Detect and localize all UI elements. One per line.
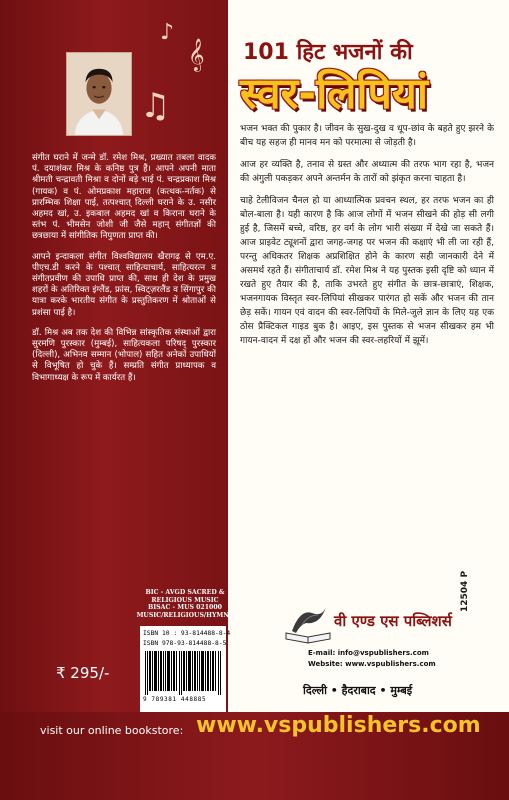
book-description xyxy=(240,122,494,356)
publisher-website[interactable]: Website: www.vspublishers.com xyxy=(308,660,436,668)
description-paragraph: आज हर व्यक्ति है, तनाव से ग्रस्त और अध्यात्म की तरफ भाग रहा है, भजन की अंगुली पकड़कर अपने अन्तर्मन के तारों को झंकृत करना चाहता है। xyxy=(240,160,494,184)
price: ₹ 295/- xyxy=(56,664,110,682)
bisac-line: BIC - AVGD SACRED & xyxy=(145,589,225,596)
bio-paragraph: आपने इन्दाकला संगीत विश्वविद्यालय खैरागढ़ से एम.ए. पीएच.डी करने के पश्चात् साहित्याचार्य, साहित्यरत्न व संगीतप्रवीण की उपाधि प्राप्त की, साथ ही देश के प्रमुख शहरों के अतिरिक्त इंग्लैंड, फ्रांस, स्विट्ज़रलैंड व सिंगापुर की यात्रा करके भारतीय संगीत के प्रस्तुतिकरण में श्रोताओं से प्रशंसा पाई है। xyxy=(32,251,216,318)
bisac-line: RELIGIOUS MUSIC xyxy=(151,596,219,604)
barcode-box xyxy=(140,626,231,712)
publisher-contact xyxy=(308,648,436,670)
description-paragraph: चाहे टेलीविजन चैनल हो या आध्यात्मिक प्रवचन स्थल, हर तरफ भजन का ही बोल-बाला है। यही कारण है कि आज लोगों में भजन सीखने की होड़ सी लगी हुई है, जिसमें बच्चे, वरिष्ठ, हर वर्ग के लोग भारी संख्या में देखे जा सकते हैं। आज प्राइवेट ट्यूशनों द्वारा जगह-जगह पर भजन की कक्षाएं भी ली जा रही हैं, परन्तु अधिकतर शिक्षक अप्रशिक्षित होने के कारण सही जानकारी देने में असमर्थ रहते हैं। संगीताचार्य डॉ. रमेश मिश्र ने यह पुस्तक इसी दृष्टि को ध्यान में रखते हुए तैयार की है, ताकि उभरते हुए संगीत के छात्र-छात्राएं, शिक्षक, भजनगायक विस्तृत स्वर-लिपियां सीखकर पारंगत हो सकें और भजन की तान छेड़ सकें। गायन एवं वादन की स्वर-लिपियों के मिले-जुले ज्ञान के लिए यह एक ठोस प्रैक्टिकल गाइड बुक है। आइए, इस पुस्तक से भजन सीखकर हम भी गायन-वादन में दक्ष हों और भजन की स्वर-लहरियों में झूमें। xyxy=(240,196,494,346)
publisher-logo-icon xyxy=(282,603,334,647)
bio-paragraph: संगीत घराने में जन्मे डॉ. रमेश मिश्र, प्रख्यात तबला वादक पं. दयाशंकर मिश्र के कनिष्ठ पुत्र हैं। आपने अपनी माता श्रीमती चन्द्रावती मिश्रा व दोनों बड़े भाई पं. चन्द्रप्रकाश मिश्र (गायक) व पं. ओमप्रकाश महाराज (कत्थक-नर्तक) से प्रारम्भिक शिक्षा पाई, तत्पश्चात् दिल्ली घराने के उ. नसीर अहमद खां, उ. इकबाल अहमद खां व किराना घराने के स्तंभ पं. भीमसेन जोशी जी जैसे महान् संगीतज्ञों की छत्रछाया में सांगीतिक निपुणता प्राप्त की। xyxy=(32,153,216,242)
author-bio xyxy=(32,153,216,393)
publisher-email[interactable]: E-mail: info@vspublishers.com xyxy=(308,649,429,657)
bisac-codes xyxy=(130,589,240,619)
book-title-line2: स्वर-लिपियां xyxy=(240,69,428,119)
bisac-line: MUSIC/RELIGIOUS/HYMNS xyxy=(136,611,234,619)
music-note-icon: ♪ xyxy=(160,20,175,45)
catalog-code: 12504 P xyxy=(460,570,470,612)
music-note-icon: ♫ xyxy=(140,86,171,126)
isbn-13: ISBN 978-93-814488-8-5 xyxy=(143,640,227,647)
author-photo xyxy=(66,52,132,136)
visit-label: visit our online bookstore: xyxy=(40,724,184,737)
publisher-name: वी एण्ड एस पब्लिशर्स xyxy=(334,612,452,630)
barcode-digits: 9 789381 448885 xyxy=(143,696,207,703)
bio-paragraph: डॉ. मिश्र अब तक देश की विभिन्न सांस्कृतिक संस्थाओं द्वारा सुरमणि पुरस्कार (मुम्बई), साहित्यकला परिषद् पुरस्कार (दिल्ली), अभिनव सम्मान (भोपाल) सहित अनेकों उपाधियों से विभूषित हो चुके हैं। सम्प्रति संगीत प्राध्यापक व विभागाध्यक्ष के रूप में कार्यरत हैं। xyxy=(32,327,216,383)
author-portrait-icon xyxy=(67,53,131,135)
isbn-10: ISBN 10 : 93-814488-8-4 xyxy=(143,630,231,637)
book-title-line1: 101 हिट भजनों की xyxy=(243,40,413,65)
description-paragraph: भजन भक्त की पुकार है। जीवन के सुख-दुख व धूप-छांव के बहते हुए झरने के बीच यह सहज ही मानव मन को परमात्मा से जोड़ती है। xyxy=(240,124,494,148)
publisher-cities: दिल्ली • हैदराबाद • मुम्बई xyxy=(303,684,413,697)
barcode-icon xyxy=(144,651,222,695)
bisac-line: BISAC - MUS 021000 xyxy=(148,604,222,612)
treble-clef-icon: 𝄞 xyxy=(188,38,205,71)
website-link[interactable]: www.vspublishers.com xyxy=(196,713,481,738)
